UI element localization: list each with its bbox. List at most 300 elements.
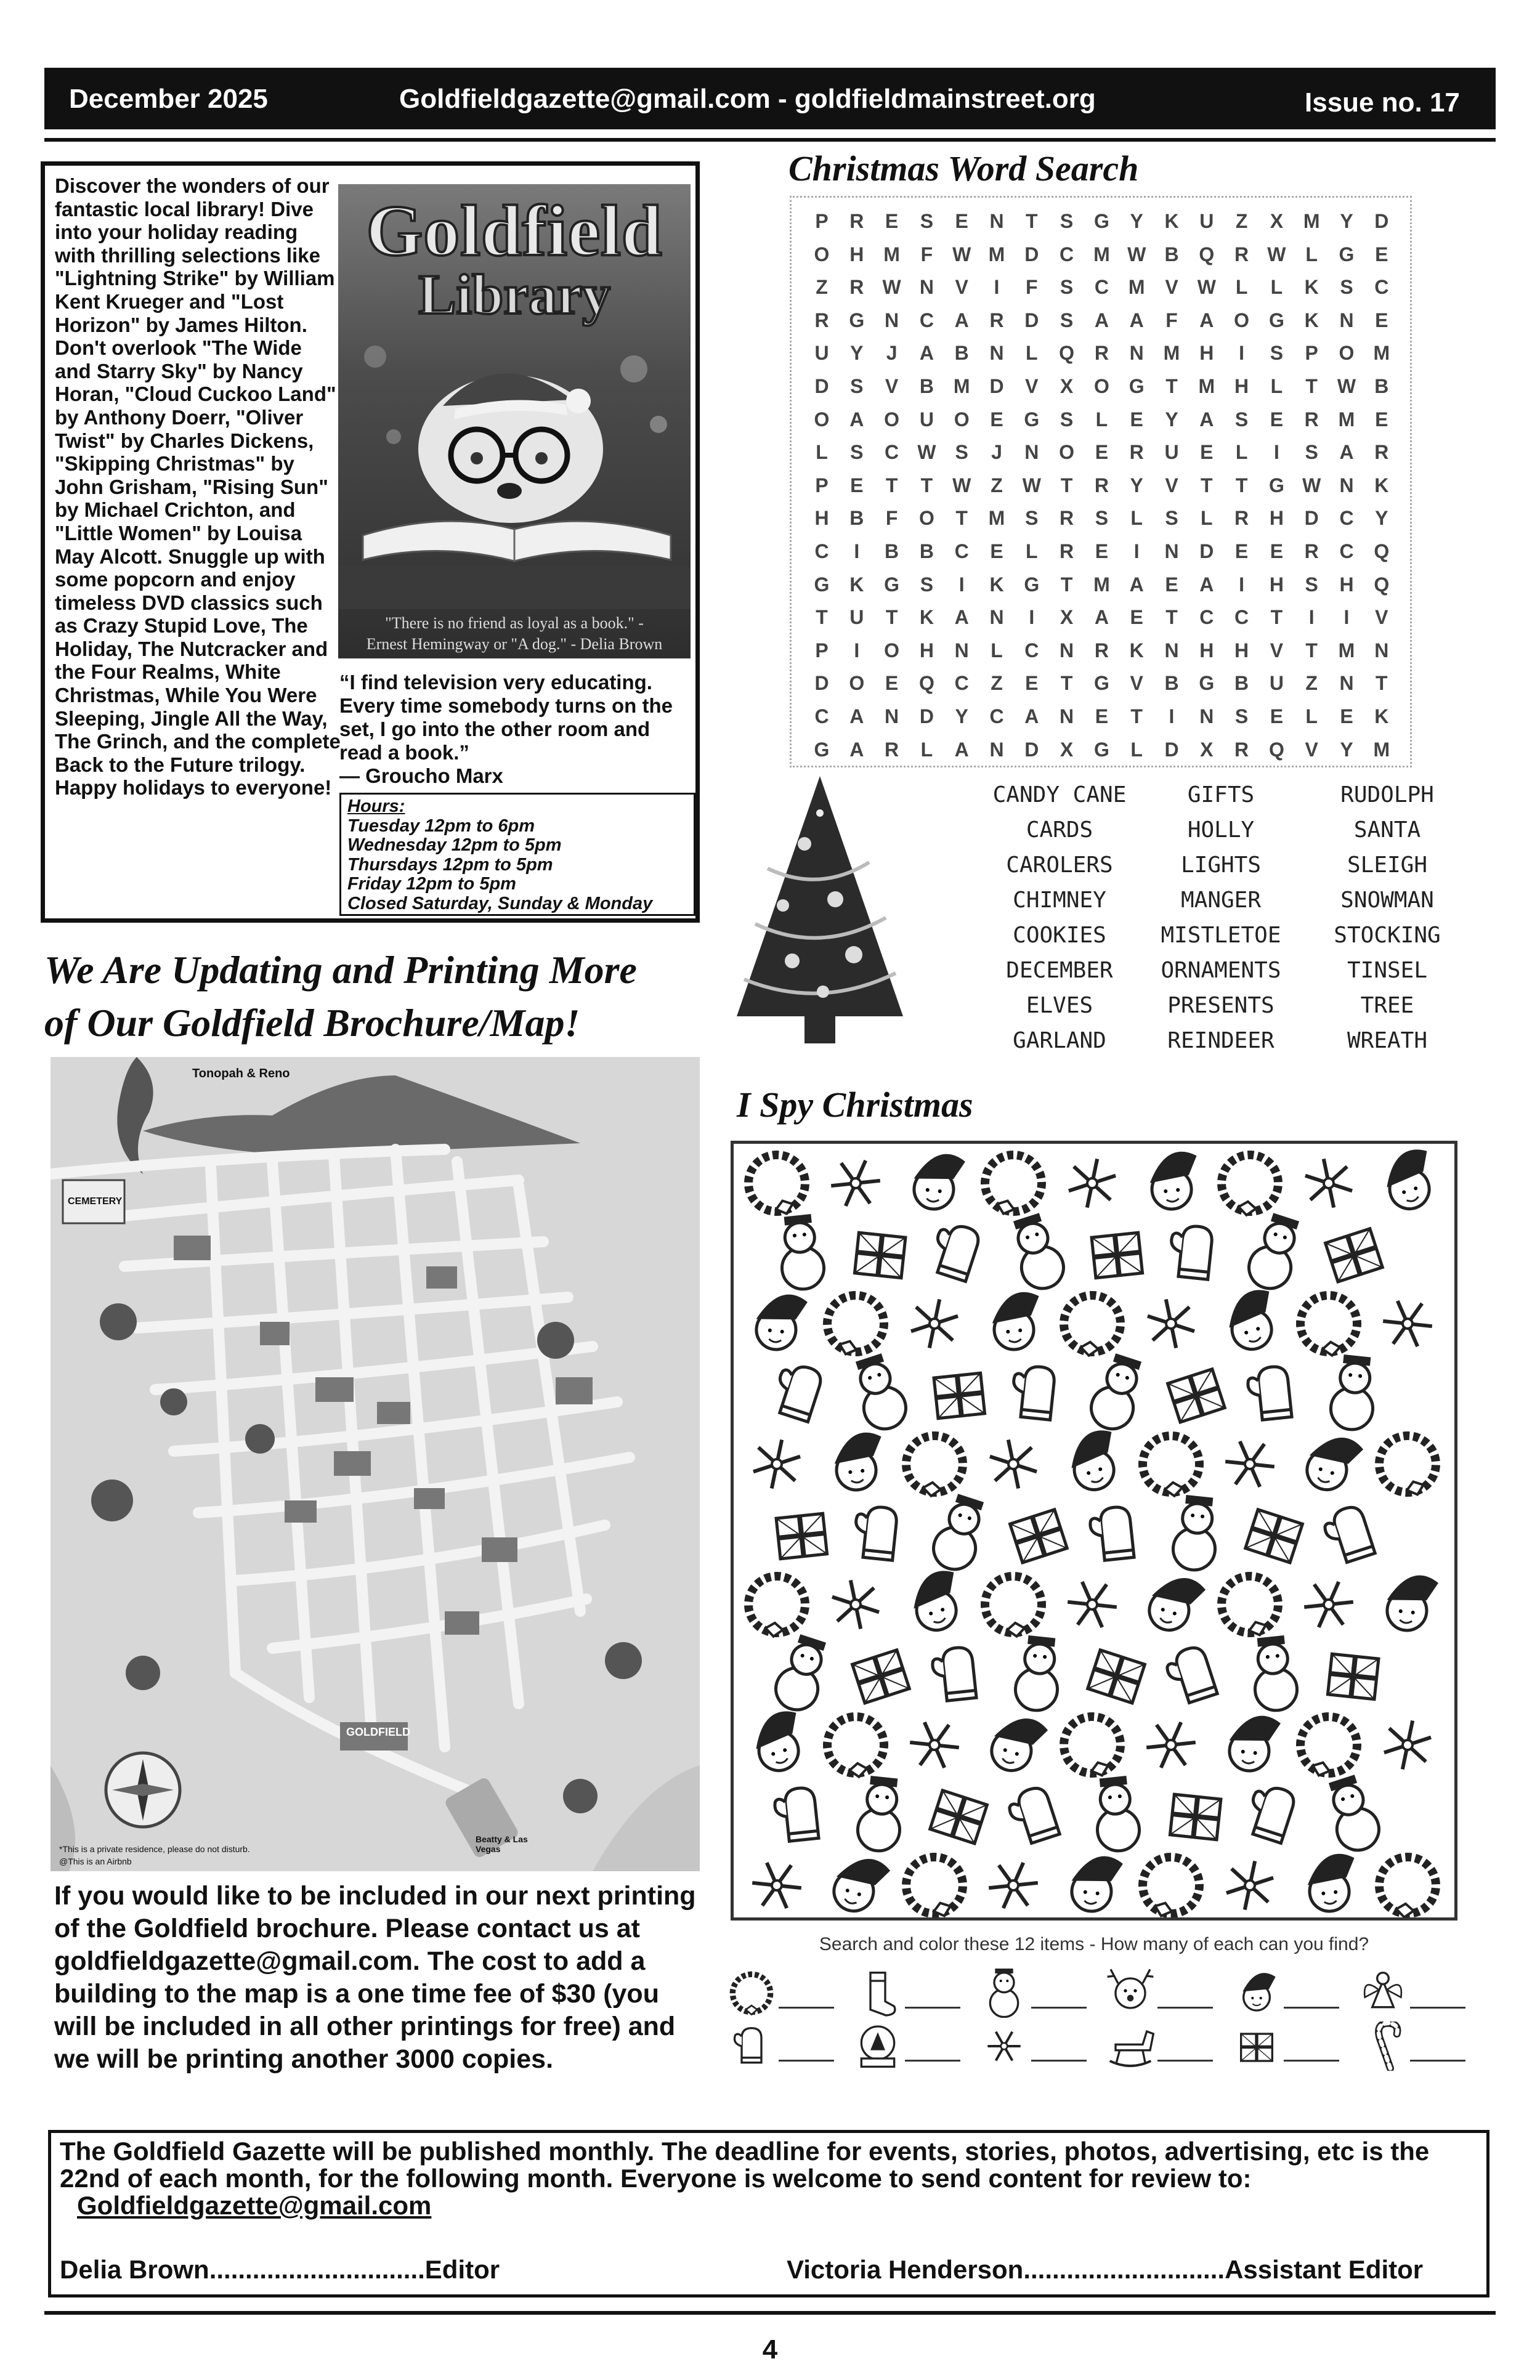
grid-letter[interactable]: D	[1164, 738, 1179, 761]
grid-letter[interactable]: C	[989, 705, 1004, 727]
grid-letter[interactable]: O	[1339, 342, 1355, 365]
elf-icon[interactable]	[1143, 1569, 1207, 1638]
snowman-icon[interactable]	[849, 1351, 912, 1435]
snowflake-icon[interactable]	[1220, 1857, 1280, 1913]
grid-letter[interactable]: X	[1060, 738, 1074, 761]
grid-letter[interactable]: D	[814, 375, 829, 397]
grid-letter[interactable]: R	[849, 210, 864, 232]
grid-letter[interactable]: G	[1339, 243, 1355, 265]
gift-icon[interactable]	[1168, 1369, 1225, 1422]
grid-letter[interactable]: Y	[1375, 507, 1388, 530]
grid-letter[interactable]: F	[1026, 276, 1038, 299]
snowman-icon[interactable]	[1086, 1351, 1149, 1435]
grid-letter[interactable]: A	[1199, 573, 1214, 596]
grid-letter[interactable]: G	[884, 573, 900, 596]
grid-letter[interactable]: O	[884, 408, 900, 431]
grid-letter[interactable]: M	[953, 375, 970, 397]
grid-letter[interactable]: T	[816, 606, 828, 629]
grid-letter[interactable]: E	[1234, 540, 1249, 562]
gift-icon[interactable]	[1088, 1650, 1145, 1703]
grid-letter[interactable]: N	[1339, 309, 1354, 331]
grid-letter[interactable]: C	[814, 705, 829, 727]
grid-letter[interactable]: I	[1029, 606, 1035, 629]
grid-letter[interactable]: W	[917, 441, 936, 464]
grid-letter[interactable]: G	[1093, 210, 1109, 232]
grid-letter[interactable]: M	[988, 243, 1005, 265]
grid-letter[interactable]: U	[1164, 441, 1179, 464]
grid-letter[interactable]: N	[1129, 342, 1144, 365]
grid-letter[interactable]: R	[1094, 474, 1109, 496]
grid-letter[interactable]: O	[1234, 309, 1250, 331]
grid-letter[interactable]: E	[1095, 441, 1109, 464]
grid-letter[interactable]: D	[989, 375, 1004, 397]
elf-icon[interactable]	[1378, 1146, 1442, 1215]
grid-letter[interactable]: T	[1376, 672, 1388, 695]
grid-letter[interactable]: M	[1093, 243, 1110, 265]
grid-letter[interactable]: D	[1024, 309, 1039, 331]
grid-letter[interactable]: M	[1373, 342, 1390, 365]
grid-letter[interactable]: B	[1164, 243, 1179, 265]
grid-letter[interactable]: S	[1095, 507, 1109, 530]
grid-letter[interactable]: S	[1060, 309, 1074, 331]
grid-letter[interactable]: W	[1022, 474, 1041, 496]
grid-letter[interactable]: E	[885, 672, 899, 695]
grid-letter[interactable]: Q	[1268, 738, 1284, 761]
grid-letter[interactable]: N	[1024, 441, 1039, 464]
wreath-icon[interactable]	[824, 1714, 887, 1779]
grid-letter[interactable]: Z	[816, 276, 828, 299]
grid-letter[interactable]: G	[1129, 375, 1145, 397]
grid-letter[interactable]: R	[849, 276, 864, 299]
elf-icon[interactable]	[905, 1567, 969, 1636]
grid-letter[interactable]: W	[882, 276, 901, 299]
grid-letter[interactable]: C	[1060, 243, 1074, 265]
grid-letter[interactable]: D	[814, 672, 829, 695]
grid-letter[interactable]: N	[1164, 540, 1179, 562]
wreath-icon[interactable]	[1372, 1428, 1445, 1504]
grid-letter[interactable]: D	[1024, 738, 1039, 761]
snowflake-icon[interactable]	[904, 1295, 965, 1351]
elf-icon[interactable]	[828, 1850, 892, 1917]
grid-letter[interactable]: O	[814, 243, 830, 265]
grid-letter[interactable]: E	[1270, 408, 1284, 431]
grid-letter[interactable]: Z	[1235, 210, 1248, 232]
grid-letter[interactable]: R	[1304, 540, 1319, 562]
gift-icon[interactable]	[1326, 1229, 1383, 1282]
grid-letter[interactable]: A	[954, 738, 969, 761]
snowman-icon[interactable]	[856, 1775, 905, 1853]
tally-count-field[interactable]	[1031, 2060, 1087, 2062]
wreath-icon[interactable]	[1218, 1152, 1281, 1218]
grid-letter[interactable]: N	[1060, 705, 1074, 727]
grid-letter[interactable]: H	[1269, 507, 1284, 530]
grid-letter[interactable]: K	[919, 606, 934, 629]
tally-count-field[interactable]	[1284, 2060, 1339, 2062]
wreath-icon[interactable]	[982, 1573, 1045, 1639]
grid-letter[interactable]: I	[854, 639, 860, 662]
grid-letter[interactable]: G	[1268, 309, 1284, 331]
grid-letter[interactable]: G	[1024, 573, 1040, 596]
grid-letter[interactable]: Y	[955, 705, 968, 727]
grid-letter[interactable]: W	[1302, 474, 1321, 496]
grid-letter[interactable]: S	[1060, 276, 1074, 299]
wreath-icon[interactable]	[1376, 1854, 1439, 1917]
grid-letter[interactable]: I	[1239, 342, 1245, 365]
grid-letter[interactable]: N	[1339, 672, 1354, 695]
mitten-icon[interactable]	[1242, 1781, 1297, 1843]
grid-letter[interactable]: P	[815, 474, 829, 496]
grid-letter[interactable]: J	[991, 441, 1002, 464]
grid-letter[interactable]: R	[1234, 507, 1249, 530]
grid-letter[interactable]: V	[885, 375, 899, 397]
grid-letter[interactable]: V	[1130, 672, 1143, 695]
grid-letter[interactable]: N	[954, 639, 969, 662]
grid-letter[interactable]: B	[919, 375, 934, 397]
grid-letter[interactable]: I	[1308, 606, 1315, 629]
snowflake-icon[interactable]	[987, 1861, 1040, 1909]
grid-letter[interactable]: K	[1304, 276, 1319, 299]
grid-letter[interactable]: X	[1060, 606, 1074, 629]
grid-letter[interactable]: E	[1270, 705, 1284, 727]
grid-letter[interactable]: U	[1269, 672, 1284, 695]
grid-letter[interactable]: B	[885, 540, 899, 562]
grid-letter[interactable]: C	[1094, 276, 1109, 299]
grid-letter[interactable]: B	[1164, 672, 1179, 695]
grid-letter[interactable]: H	[1339, 573, 1354, 596]
grid-letter[interactable]: C	[1374, 276, 1389, 299]
grid-letter[interactable]: X	[1060, 375, 1074, 397]
grid-letter[interactable]: U	[919, 408, 934, 431]
grid-letter[interactable]: S	[1165, 507, 1178, 530]
tally-count-field[interactable]	[1410, 2007, 1465, 2009]
gift-icon[interactable]	[776, 1513, 827, 1559]
grid-letter[interactable]: K	[1304, 309, 1319, 331]
grid-letter[interactable]: I	[1169, 705, 1175, 727]
grid-letter[interactable]: Q	[918, 672, 934, 695]
snowman-icon[interactable]	[1171, 1494, 1220, 1572]
snowman-icon[interactable]	[1250, 1635, 1299, 1712]
grid-letter[interactable]: R	[1129, 441, 1144, 464]
grid-letter[interactable]: N	[989, 210, 1004, 232]
grid-letter[interactable]: X	[1200, 738, 1214, 761]
grid-letter[interactable]: T	[885, 606, 898, 629]
tally-count-field[interactable]	[1157, 2060, 1213, 2062]
elf-icon[interactable]	[911, 1151, 966, 1212]
grid-letter[interactable]: M	[1163, 342, 1180, 365]
grid-letter[interactable]: N	[1060, 639, 1074, 662]
snowman-icon[interactable]	[771, 1632, 833, 1715]
grid-letter[interactable]: D	[919, 705, 934, 727]
snowflake-icon[interactable]	[1302, 1581, 1356, 1629]
grid-letter[interactable]: C	[1339, 507, 1354, 530]
grid-letter[interactable]: S	[1305, 573, 1318, 596]
grid-letter[interactable]: E	[990, 408, 1003, 431]
elf-icon[interactable]	[1305, 1852, 1360, 1913]
grid-letter[interactable]: T	[955, 507, 968, 530]
elf-icon[interactable]	[832, 1431, 886, 1492]
grid-letter[interactable]: V	[1305, 738, 1318, 761]
grid-letter[interactable]: N	[989, 606, 1004, 629]
elf-icon[interactable]	[1226, 1712, 1281, 1773]
grid-letter[interactable]: S	[1340, 276, 1353, 299]
grid-letter[interactable]: G	[1199, 672, 1215, 695]
mitten-icon[interactable]	[1010, 1364, 1056, 1420]
mitten-icon[interactable]	[1321, 1504, 1375, 1566]
grid-letter[interactable]: T	[1305, 639, 1318, 662]
grid-letter[interactable]: K	[1374, 474, 1389, 496]
grid-letter[interactable]: N	[1339, 474, 1354, 496]
elf-icon[interactable]	[989, 1290, 1044, 1351]
grid-letter[interactable]: I	[1343, 606, 1350, 629]
grid-letter[interactable]: A	[1129, 573, 1144, 596]
snowman-icon[interactable]	[1329, 1354, 1378, 1431]
gift-icon[interactable]	[1010, 1510, 1068, 1563]
grid-letter[interactable]: B	[1234, 672, 1249, 695]
mitten-icon[interactable]	[1168, 1224, 1214, 1279]
tally-count-field[interactable]	[1284, 2007, 1339, 2009]
grid-letter[interactable]: G	[1093, 738, 1109, 761]
tally-count-field[interactable]	[1031, 2007, 1087, 2009]
grid-letter[interactable]: G	[1093, 672, 1109, 695]
grid-letter[interactable]: G	[814, 738, 830, 761]
grid-letter[interactable]: L	[1201, 507, 1213, 530]
grid-letter[interactable]: C	[1339, 540, 1354, 562]
grid-letter[interactable]: T	[1305, 375, 1318, 397]
grid-letter[interactable]: T	[920, 474, 933, 496]
grid-letter[interactable]: M	[1303, 210, 1320, 232]
grid-letter[interactable]: W	[1197, 276, 1216, 299]
mitten-icon[interactable]	[1088, 1506, 1134, 1561]
grid-letter[interactable]: I	[958, 573, 965, 596]
snowman-icon[interactable]	[1007, 1211, 1069, 1294]
grid-letter[interactable]: V	[1025, 375, 1039, 397]
grid-letter[interactable]: E	[955, 210, 968, 232]
gift-icon[interactable]	[934, 1373, 984, 1419]
grid-letter[interactable]: K	[1374, 705, 1389, 727]
grid-letter[interactable]: Z	[1305, 672, 1318, 695]
grid-letter[interactable]: W	[1267, 243, 1286, 265]
mitten-icon[interactable]	[931, 1646, 976, 1702]
wreath-icon[interactable]	[903, 1433, 966, 1499]
grid-letter[interactable]: A	[849, 738, 864, 761]
snowflake-icon[interactable]	[1141, 1295, 1201, 1351]
grid-letter[interactable]: I	[994, 276, 1000, 299]
mitten-icon[interactable]	[927, 1220, 981, 1281]
grid-letter[interactable]: N	[1374, 639, 1389, 662]
grid-letter[interactable]: E	[1340, 705, 1353, 727]
grid-letter[interactable]: R	[1060, 507, 1074, 530]
grid-letter[interactable]: U	[849, 606, 864, 629]
gift-icon[interactable]	[1327, 1654, 1378, 1699]
grid-letter[interactable]: V	[1375, 606, 1388, 629]
grid-letter[interactable]: E	[990, 540, 1003, 562]
grid-letter[interactable]: S	[955, 441, 968, 464]
grid-letter[interactable]: L	[816, 441, 828, 464]
grid-letter[interactable]: L	[1235, 441, 1248, 464]
snowflake-icon[interactable]	[1299, 1155, 1359, 1211]
wreath-icon[interactable]	[1134, 1850, 1207, 1917]
grid-letter[interactable]: Y	[1130, 210, 1143, 232]
grid-letter[interactable]: Y	[1130, 474, 1143, 496]
gift-icon[interactable]	[854, 1232, 905, 1278]
grid-letter[interactable]: G	[1268, 474, 1284, 496]
grid-letter[interactable]: W	[952, 474, 971, 496]
snowflake-icon[interactable]	[829, 1159, 883, 1207]
grid-letter[interactable]: R	[885, 738, 899, 761]
grid-letter[interactable]: Q	[1374, 540, 1390, 562]
grid-letter[interactable]: M	[1373, 738, 1390, 761]
gift-icon[interactable]	[1092, 1232, 1142, 1278]
grid-letter[interactable]: M	[883, 243, 900, 265]
grid-letter[interactable]: H	[849, 243, 864, 265]
wreath-icon[interactable]	[1297, 1292, 1360, 1358]
grid-letter[interactable]: H	[919, 639, 934, 662]
grid-letter[interactable]: A	[954, 309, 969, 331]
snowflake-icon[interactable]	[750, 1861, 804, 1909]
elf-icon[interactable]	[986, 1710, 1050, 1779]
snowflake-icon[interactable]	[1145, 1721, 1198, 1769]
grid-letter[interactable]: A	[849, 408, 864, 431]
grid-letter[interactable]: C	[1024, 639, 1039, 662]
grid-letter[interactable]: A	[1024, 705, 1039, 727]
tally-count-field[interactable]	[779, 2007, 834, 2009]
grid-letter[interactable]: T	[1060, 573, 1073, 596]
elf-icon[interactable]	[1384, 1572, 1439, 1633]
grid-letter[interactable]: L	[1270, 276, 1283, 299]
grid-letter[interactable]: A	[1129, 309, 1144, 331]
grid-letter[interactable]: T	[1130, 705, 1143, 727]
grid-letter[interactable]: F	[920, 243, 933, 265]
grid-letter[interactable]: N	[1164, 639, 1179, 662]
grid-letter[interactable]: E	[1025, 672, 1039, 695]
mitten-icon[interactable]	[1005, 1785, 1060, 1847]
grid-letter[interactable]: Z	[991, 672, 1003, 695]
grid-letter[interactable]: B	[954, 342, 969, 365]
grid-letter[interactable]: S	[850, 441, 864, 464]
grid-letter[interactable]: H	[1234, 639, 1249, 662]
grid-letter[interactable]: C	[919, 309, 934, 331]
grid-letter[interactable]: A	[849, 705, 864, 727]
grid-letter[interactable]: V	[955, 276, 968, 299]
grid-letter[interactable]: Q	[1374, 573, 1390, 596]
grid-letter[interactable]: L	[1305, 243, 1318, 265]
grid-letter[interactable]: N	[885, 309, 899, 331]
grid-letter[interactable]: M	[1093, 573, 1110, 596]
wreath-icon[interactable]	[976, 1148, 1049, 1223]
grid-letter[interactable]: T	[1270, 606, 1283, 629]
grid-letter[interactable]: N	[989, 738, 1004, 761]
grid-letter[interactable]: S	[1025, 507, 1039, 530]
grid-letter[interactable]: S	[920, 210, 934, 232]
grid-letter[interactable]: Z	[991, 474, 1003, 496]
gift-icon[interactable]	[930, 1791, 987, 1844]
grid-letter[interactable]: O	[849, 672, 865, 695]
snowman-icon[interactable]	[1092, 1775, 1141, 1853]
mitten-icon[interactable]	[769, 1360, 824, 1422]
grid-letter[interactable]: P	[1305, 342, 1318, 365]
tally-count-field[interactable]	[1157, 2007, 1213, 2009]
gift-icon[interactable]	[1170, 1794, 1220, 1840]
tally-count-field[interactable]	[1410, 2060, 1465, 2062]
grid-letter[interactable]: Y	[1165, 408, 1178, 431]
grid-letter[interactable]: C	[1234, 606, 1249, 629]
grid-letter[interactable]: A	[1094, 309, 1109, 331]
grid-letter[interactable]: I	[1239, 573, 1245, 596]
grid-letter[interactable]: Y	[850, 342, 864, 365]
grid-letter[interactable]: S	[1270, 342, 1284, 365]
grid-letter[interactable]: M	[1338, 408, 1355, 431]
grid-letter[interactable]: R	[989, 309, 1004, 331]
grid-letter[interactable]: L	[1130, 507, 1143, 530]
grid-letter[interactable]: L	[1270, 375, 1283, 397]
grid-letter[interactable]: D	[1304, 507, 1319, 530]
grid-letter[interactable]: A	[1339, 441, 1354, 464]
grid-letter[interactable]: R	[1374, 441, 1389, 464]
grid-letter[interactable]: J	[886, 342, 898, 365]
wreath-icon[interactable]	[1056, 1709, 1129, 1784]
grid-letter[interactable]: T	[1165, 606, 1178, 629]
grid-letter[interactable]: G	[814, 573, 830, 596]
grid-letter[interactable]: D	[1199, 540, 1214, 562]
grid-letter[interactable]: P	[815, 639, 829, 662]
grid-letter[interactable]: U	[814, 342, 829, 365]
grid-letter[interactable]: S	[1234, 705, 1249, 727]
elf-icon[interactable]	[1147, 1150, 1202, 1211]
grid-letter[interactable]: S	[1234, 408, 1249, 431]
grid-letter[interactable]: T	[1201, 474, 1213, 496]
gift-icon[interactable]	[853, 1650, 910, 1703]
grid-letter[interactable]: M	[988, 507, 1005, 530]
grid-letter[interactable]: R	[1234, 243, 1249, 265]
wreath-icon[interactable]	[741, 1148, 814, 1223]
grid-letter[interactable]: I	[1273, 441, 1279, 464]
grid-letter[interactable]: V	[1165, 474, 1178, 496]
grid-letter[interactable]: E	[1130, 606, 1143, 629]
grid-letter[interactable]: Q	[1059, 342, 1075, 365]
grid-letter[interactable]: A	[1199, 408, 1214, 431]
grid-letter[interactable]: R	[1060, 540, 1074, 562]
grid-letter[interactable]: R	[1234, 738, 1249, 761]
grid-letter[interactable]: E	[1375, 243, 1388, 265]
elf-icon[interactable]	[1069, 1853, 1124, 1914]
grid-letter[interactable]: K	[1164, 210, 1179, 232]
grid-letter[interactable]: K	[849, 573, 864, 596]
grid-letter[interactable]: E	[1375, 408, 1388, 431]
grid-letter[interactable]: S	[1305, 441, 1318, 464]
snowman-icon[interactable]	[1322, 1773, 1385, 1856]
grid-letter[interactable]: C	[814, 540, 829, 562]
grid-letter[interactable]: F	[1165, 309, 1178, 331]
grid-letter[interactable]: T	[1165, 375, 1178, 397]
grid-letter[interactable]: A	[954, 606, 969, 629]
grid-letter[interactable]: O	[814, 408, 830, 431]
grid-letter[interactable]: C	[954, 672, 969, 695]
grid-letter[interactable]: M	[1338, 639, 1355, 662]
grid-letter[interactable]: T	[1026, 210, 1038, 232]
wreath-icon[interactable]	[1292, 1709, 1364, 1784]
grid-letter[interactable]: A	[919, 342, 934, 365]
grid-letter[interactable]: T	[885, 474, 898, 496]
snowflake-icon[interactable]	[1377, 1717, 1438, 1773]
grid-letter[interactable]: R	[1094, 639, 1109, 662]
grid-letter[interactable]: F	[885, 507, 898, 530]
grid-letter[interactable]: O	[918, 507, 934, 530]
elf-icon[interactable]	[753, 1291, 808, 1352]
grid-letter[interactable]: H	[1269, 573, 1284, 596]
elf-icon[interactable]	[1063, 1427, 1127, 1496]
grid-letter[interactable]: G	[849, 309, 865, 331]
grid-letter[interactable]: L	[991, 639, 1003, 662]
